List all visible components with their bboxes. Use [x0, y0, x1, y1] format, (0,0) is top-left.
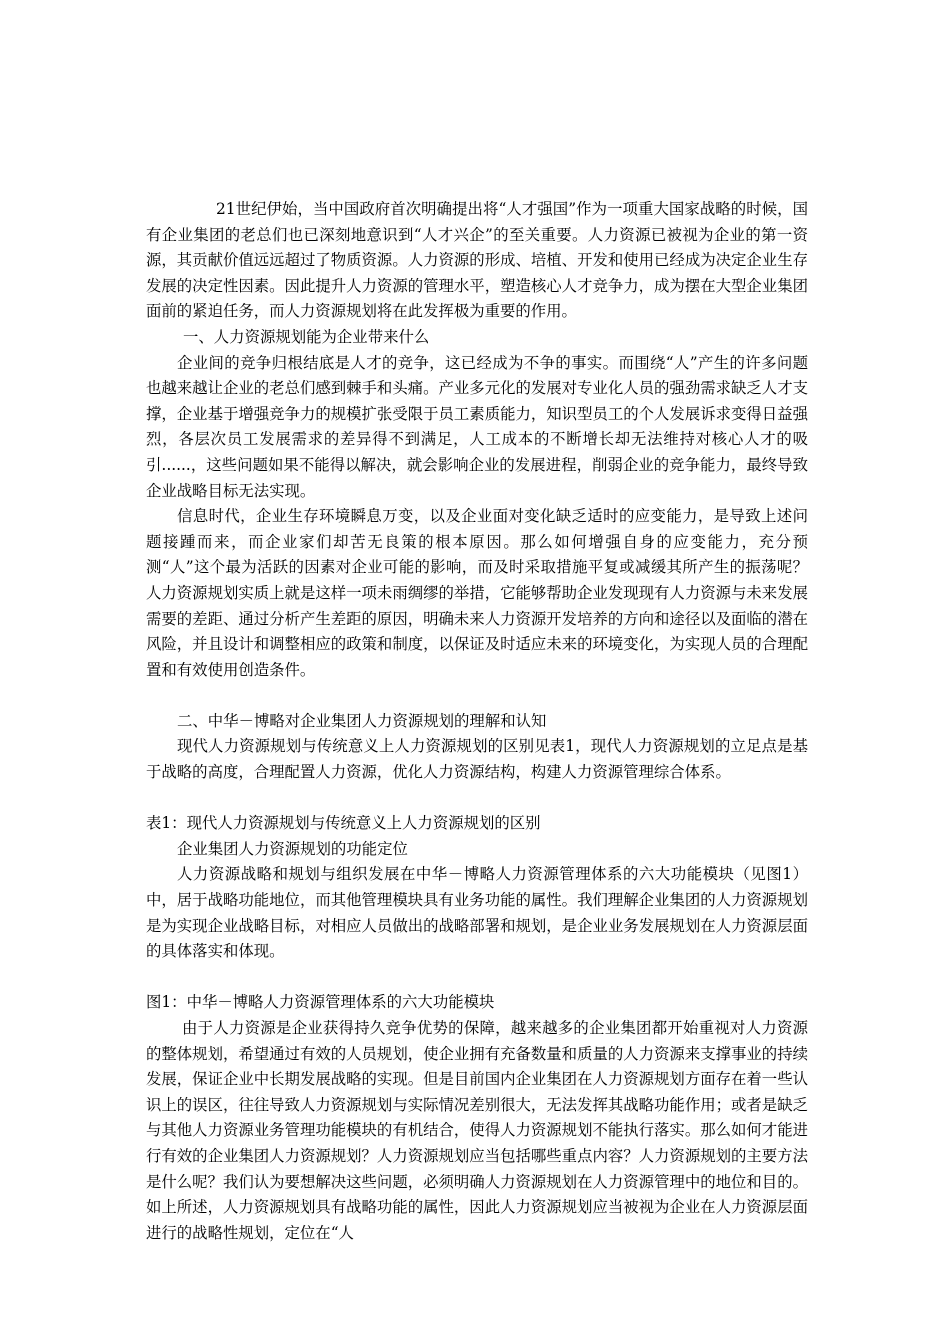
body-paragraph: 企业间的竞争归根结底是人才的竞争，这已经成为不争的事实。而围绕“人”产生的许多问题也越来越让企业的老总们感到棘手和头痛。产业多元化的发展对专业化人员的强劲需求缺乏人才支撑，企业基于增强竞争力的规模扩张受限于员工素质能力，知识型员工的个人发展诉求变得日益强烈，各层次员工发展需求的差异得不到满足，人工成本的不断增长却无法维持对核心人才的吸引......，这些问题如果不能得以解决，就会影响企业的发展进程，削弱企业的竞争能力，最终导致企业战略目标无法实现。	[146, 353, 808, 500]
blank-line	[146, 683, 808, 709]
section-heading: 企业集团人力资源规划的功能定位	[177, 839, 408, 858]
body-paragraph: 21世纪伊始，当中国政府首次明确提出将“人才强国”作为一项重大国家战略的时候，国有企业集团的老总们也已深刻地意识到“人才兴企”的至关重要。人力资源已被视为企业的第一资源，其贡献价值远远超过了物质资源。人力资源的形成、培植、开发和使用已经成为决定企业生存发展的决定性因素。因此提升人力资源的管理水平，塑造核心人才竞争力，成为摆在大型企业集团面前的紧迫任务，而人力资源规划将在此发挥极为重要的作用。	[146, 200, 808, 321]
section-heading: 二、中华－博略对企业集团人力资源规划的理解和认知	[177, 711, 547, 730]
blank-line	[146, 786, 808, 812]
body-paragraph: 由于人力资源是企业获得持久竞争优势的保障，越来越多的企业集团都开始重视对人力资源的整体规划，希望通过有效的人员规划，使企业拥有充备数量和质量的人力资源来支撑事业的持续发展，保证企业中长期发展战略的实现。但是目前国内企业集团在人力资源规划方面存在着一些认识上的误区，往往导致人力资源规划与实际情况差别很大，无法发挥其战略功能作用；或者是缺乏与其他人力资源业务管理功能模块的有机结合，使得人力资源规划不能执行落实。那么如何才能进行有效的企业集团人力资源规划？人力资源规划应当包括哪些重点内容？人力资源规划的主要方法是什么呢？我们认为要想解决这些问题，必须明确人力资源规划在人力资源管理中的地位和目的。如上所述，人力资源规划具有战略功能的属性，因此人力资源规划应当被视为企业在人力资源层面进行的战略性规划，定位在“人	[146, 1019, 808, 1242]
body-paragraph: 信息时代，企业生存环境瞬息万变，以及企业面对变化缺乏适时的应变能力，是导致上述问题接踵而来，而企业家们却苦无良策的根本原因。那么如何增强自身的应变能力，充分预测“人”这个最为活跃的因素对企业可能的影响，而及时采取措施平复或减缓其所产生的振荡呢？人力资源规划实质上就是这样一项未雨绸缪的举措，它能够帮助企业发现现有人力资源与未来发展需要的差距、通过分析产生差距的原因，明确未来人力资源开发培养的方向和途径以及面临的潜在风险，并且设计和调整相应的政策和制度，以保证及时适应未来的环境变化，为实现人员的合理配置和有效使用创造条件。	[146, 507, 808, 679]
figure-caption: 表1：现代人力资源规划与传统意义上人力资源规划的区别	[146, 814, 541, 833]
blank-line	[146, 965, 808, 991]
figure-caption: 图1：中华－博略人力资源管理体系的六大功能模块	[146, 993, 495, 1012]
document-body	[146, 197, 808, 1246]
body-paragraph: 现代人力资源规划与传统意义上人力资源规划的区别见表1，现代人力资源规划的立足点是基于战略的高度，合理配置人力资源，优化人力资源结构，构建人力资源管理综合体系。	[146, 737, 808, 782]
section-heading: 一、人力资源规划能为企业带来什么	[183, 327, 430, 346]
body-paragraph: 人力资源战略和规划与组织发展在中华－博略人力资源管理体系的六大功能模块（见图1）中，居于战略功能地位，而其他管理模块具有业务功能的属性。我们理解企业集团的人力资源规划是为实现企业战略目标，对相应人员做出的战略部署和规划，是企业业务发展规划在人力资源层面的具体落实和体现。	[146, 865, 808, 961]
